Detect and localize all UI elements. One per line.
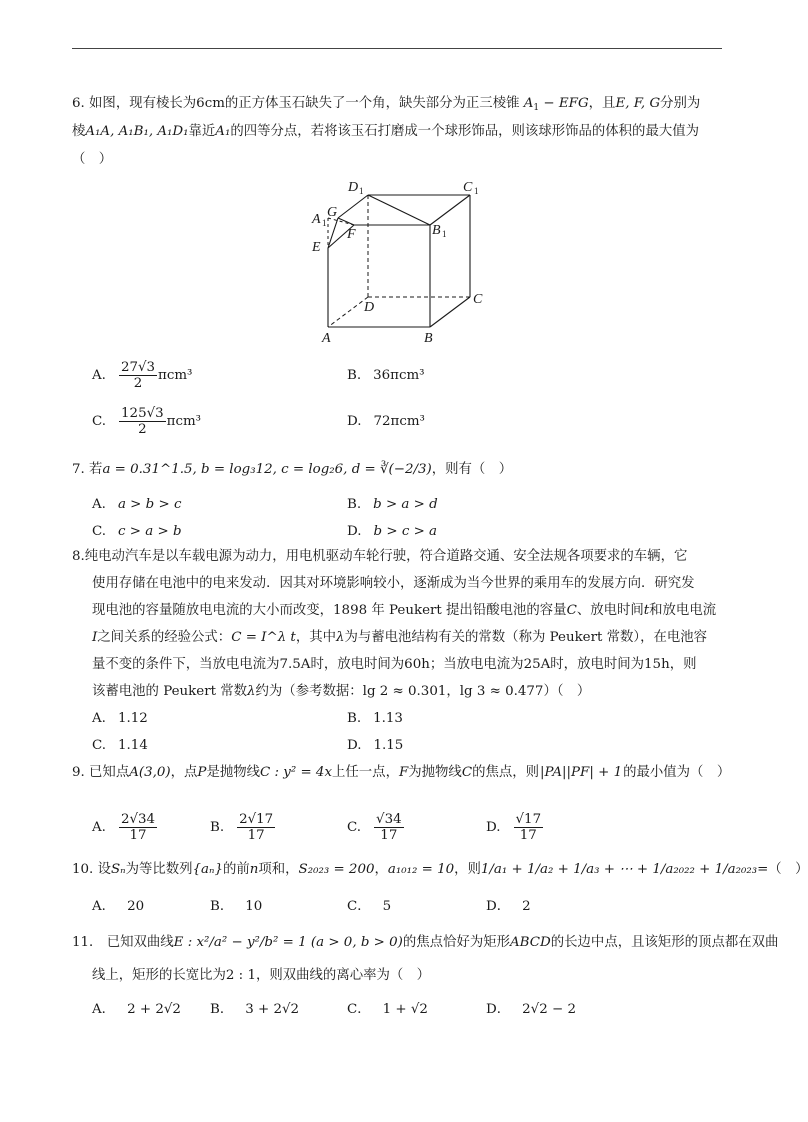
q6-cube-figure xyxy=(300,175,500,350)
q8-option-c[interactable]: C. 1.14 xyxy=(92,738,148,753)
label-B1-sub: 1 xyxy=(442,229,447,239)
header-rule xyxy=(72,48,722,49)
q10-option-c[interactable]: C． 5 xyxy=(347,899,392,914)
q10-sum: 1/a₁ + 1/a₂ + 1/a₃ + ⋯ + 1/a₂₀₂₂ + 1/a₂₀₂₃ xyxy=(480,862,758,877)
diag-D1B1 xyxy=(368,195,430,225)
q6-text: 靠近 xyxy=(188,124,216,139)
q10-option-d[interactable]: D． 2 xyxy=(486,899,531,914)
q6-points: E, F, G xyxy=(615,96,661,111)
q9-option-b[interactable]: B. $\frac{2√17}{17}$ xyxy=(210,812,274,843)
label-A1: A xyxy=(312,212,321,227)
label-C1-sub: 1 xyxy=(474,186,479,196)
q7-number: 7. xyxy=(72,462,85,477)
q6-option-b[interactable]: B. 36πcm³ xyxy=(347,368,425,383)
q6-option-a[interactable]: A. $\frac{27√3}{2}$ πcm³ xyxy=(92,360,193,391)
q8-option-a[interactable]: A. 1.12 xyxy=(92,711,148,726)
q6-number: 6. xyxy=(72,96,85,111)
q10-number: 10. xyxy=(72,862,94,877)
edge-CB xyxy=(430,297,470,327)
q6-pyramid-rest: − EFG xyxy=(539,96,589,111)
q6-text: 棱 xyxy=(72,124,86,139)
q10-stem: 10. 设Sₙ为等比数列{aₙ}的前n项和，S₂₀₂₃ = 200，a₁₀₁₂ = 10，则1/a₁ + 1/a₂ + 1/a₃ + ⋯ + 1/a₂₀₂₂ + 1/a₂₀₂₃=（ ） xyxy=(72,862,808,877)
q9-number: 9. xyxy=(72,765,85,780)
q6-edge-length: 6cm xyxy=(196,96,225,111)
label-C1: C xyxy=(463,180,473,195)
q6-edges: A₁A, A₁B₁, A₁D₁ xyxy=(85,124,189,139)
label-D: D xyxy=(364,300,375,315)
q6-option-c[interactable]: C. $\frac{125√3}{2}$ πcm³ xyxy=(92,406,202,437)
label-F: F xyxy=(347,227,356,242)
q9-option-a[interactable]: A. $\frac{2√34}{17}$ xyxy=(92,812,156,843)
q11-equation: E : x²/a² − y²/b² = 1 (a > 0, b > 0) xyxy=(173,935,403,950)
q8-line-6: 该蓄电池的 Peukert 常数λ约为（参考数据：lg 2 ≈ 0.301，lg 3 ≈ 0.477）（ ） xyxy=(92,684,591,699)
q10-option-a[interactable]: A． 20 xyxy=(92,899,145,914)
q9-fraction: |PA||PF| + 1 xyxy=(540,765,623,780)
q6-text: 分别为 xyxy=(660,96,701,111)
q11-line-1: 11． 已知双曲线E : x²/a² − y²/b² = 1 (a > 0, b > 0)的焦点恰好为矩形ABCD的长边中点，且该矩形的顶点都在双曲 xyxy=(72,935,779,950)
q6-text: 如图，现有棱长为 xyxy=(89,96,197,111)
q9-option-c[interactable]: C. $\frac{√34}{17}$ xyxy=(347,812,402,843)
q8-number: 8. xyxy=(72,549,85,564)
q11-option-b[interactable]: B． 3 + 2√2 xyxy=(210,1002,300,1017)
q9-option-d[interactable]: D. $\frac{√17}{17}$ xyxy=(486,812,542,843)
q8-option-d[interactable]: D. 1.15 xyxy=(347,738,404,753)
edge-B1C1 xyxy=(430,195,470,225)
label-C: C xyxy=(473,292,483,307)
q7-stem: 7. 若a = 0.31^1.5, b = log₃12, c = log₂6, d = ∛(−2/3)，则有（ ） xyxy=(72,462,513,477)
q8-line-5: 量不变的条件下，当放电电流为7.5A时，放电时间为60h；当放电电流为25A时，放电时间为15h，则 xyxy=(92,657,697,672)
edge-D1G xyxy=(338,195,368,218)
q6-a1: A₁ xyxy=(215,124,231,139)
q11-line-2: 线上，矩形的长宽比为2 : 1，则双曲线的离心率为（ ） xyxy=(92,968,431,983)
q11-number: 11． xyxy=(72,935,103,950)
q8-line-4: I之间关系的经验公式：C = I^λ t，其中λ为与蓄电池结构有关的常数（称为 Peukert 常数），在电池容 xyxy=(92,630,708,645)
q10-option-b[interactable]: B． 10 xyxy=(210,899,263,914)
q9-stem: 9. 已知点A(3,0)，点P是抛物线C : y² = 4x上任一点，F为抛物线C的焦点，则|PA||PF| + 1的最小值为（ ） xyxy=(72,765,731,780)
label-D1: D xyxy=(348,180,359,195)
q7-expression: a = 0.31^1.5, b = log₃12, c = log₂6, d = ∛(−2/3) xyxy=(102,462,432,477)
q8-formula: C = I^λ t xyxy=(231,630,296,645)
label-E: E xyxy=(312,240,321,255)
q11-option-d[interactable]: D． 2√2 − 2 xyxy=(486,1002,576,1017)
q7-option-c[interactable]: C. c > a > b xyxy=(92,524,182,539)
q7-option-d[interactable]: D. b > c > a xyxy=(347,524,438,539)
q6-paren: （ ） xyxy=(72,152,113,167)
q6-text: ，且 xyxy=(588,96,616,111)
q8-line-3: 现电池的容量随放电电流的大小而改变，1898 年 Peukert 提出铅酸电池的容量C、放电时间t和放电电流 xyxy=(92,603,717,618)
q8-line-1: 8.纯电动汽车是以车载电源为动力，用电机驱动车轮行驶，符合道路交通、安全法规各项要求的车辆，它 xyxy=(72,549,688,564)
label-A: A xyxy=(322,331,331,346)
q6-line-1 xyxy=(72,94,700,118)
label-D1-sub: 1 xyxy=(359,186,364,196)
hidden-DA xyxy=(328,297,368,327)
q11-option-c[interactable]: C． 1 + √2 xyxy=(347,1002,428,1017)
label-A1-sub: 1 xyxy=(322,218,327,228)
label-G: G xyxy=(327,205,338,220)
q7-option-b[interactable]: B. b > a > d xyxy=(347,497,438,512)
q7-option-a[interactable]: A. a > b > c xyxy=(92,497,182,512)
q6-line-2 xyxy=(72,122,699,142)
q8-line-2: 使用存储在电池中的电来发动．因其对环境影响较小，逐渐成为当今世界的乘用车的发展方向．研究发 xyxy=(92,576,695,591)
label-B: B xyxy=(424,331,433,346)
q6-pyramid-sub: 1 xyxy=(533,103,540,113)
q6-pyramid-vertex: A xyxy=(523,96,534,111)
q11-option-a[interactable]: A． 2 + 2√2 xyxy=(92,1002,181,1017)
q6-option-d[interactable]: D. 72πcm³ xyxy=(347,414,425,429)
q6-text: 的正方体玉石缺失了一个角，缺失部分为正三棱锥 xyxy=(224,96,520,111)
q6-text: 的四等分点，若将该玉石打磨成一个球形饰品，则该球形饰品的体积的最大值为 xyxy=(230,124,700,139)
label-B1: B xyxy=(432,223,441,238)
q8-option-b[interactable]: B. 1.13 xyxy=(347,711,403,726)
